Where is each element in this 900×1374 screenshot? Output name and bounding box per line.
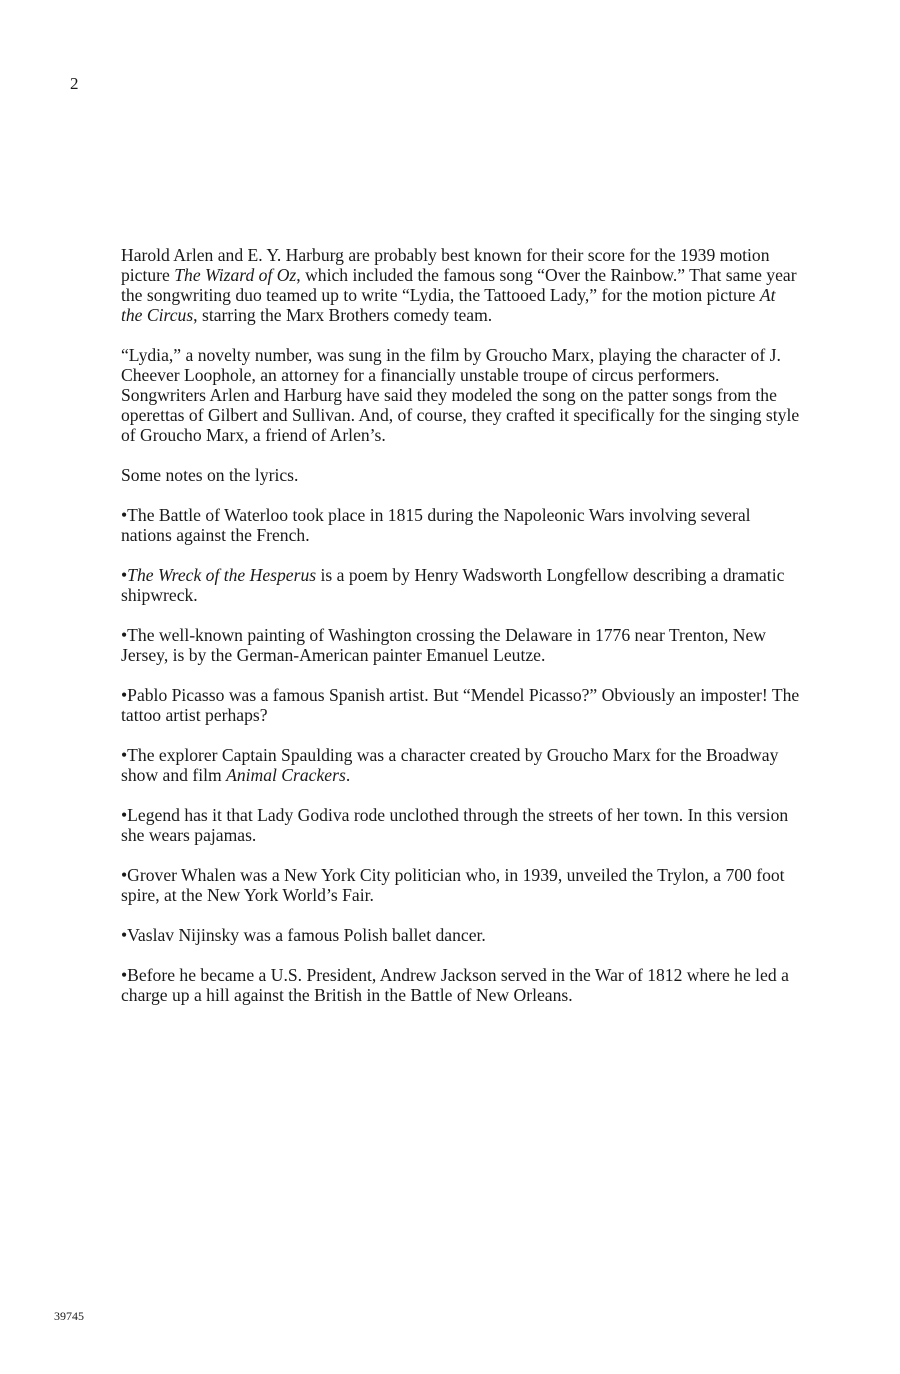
intro-text-1a: Harold Arlen and E. Y. Harburg are probably best known for their score for the 1939 motion picture xyxy=(121,245,770,285)
note-washington: •The well-known painting of Washington crossing the Delaware in 1776 near Trenton, New Jersey, is by the German-American painter Emanuel Leutze. xyxy=(121,625,766,665)
intro-paragraph-3: Some notes on the lyrics. xyxy=(121,465,299,485)
film-title-wizard-of-oz: The Wizard of Oz xyxy=(174,265,297,285)
film-title-at-the-circus: At the Circus xyxy=(121,285,776,325)
film-title-animal-crackers: Animal Crackers xyxy=(226,765,346,785)
intro-text-1b: , which included the famous song “Over the Rainbow.” That same year the songwriting duo teamed up to write “Lydia, the Tattooed Lady,” for the motion picture xyxy=(121,265,797,305)
note-hesperus xyxy=(121,565,801,605)
note-spaulding xyxy=(121,745,801,785)
poem-title-hesperus: The Wreck of the Hesperus xyxy=(127,565,317,585)
note-jackson: •Before he became a U.S. President, Andrew Jackson served in the War of 1812 where he led a charge up a hill against the British in the Battle of New Orleans. xyxy=(121,965,789,1005)
note-whalen: •Grover Whalen was a New York City politician who, in 1939, unveiled the Trylon, a 700 foot spire, at the New York World’s Fair. xyxy=(121,865,785,905)
page-number: 2 xyxy=(70,74,79,93)
note-spaulding-end: . xyxy=(345,765,351,785)
note-spaulding-text: •The explorer Captain Spaulding was a character created by Groucho Marx for the Broadway show and film xyxy=(121,745,779,785)
intro-paragraph-2: “Lydia,” a novelty number, was sung in the film by Groucho Marx, playing the character of J. Cheever Loophole, an attorney for a financially unstable troupe of circus performers. Songwriters Arlen and Harburg have said they modeled the song on the patter songs from the operettas of Gilbert and Sullivan. And, of course, they crafted it specifically for the singing style of Groucho Marx, a friend of Arlen’s. xyxy=(121,345,800,445)
intro-paragraph-1 xyxy=(121,245,801,325)
footer-catalog-number: 39745 xyxy=(54,1309,84,1323)
note-godiva: •Legend has it that Lady Godiva rode unclothed through the streets of her town. In this version she wears pajamas. xyxy=(121,805,789,845)
note-hesperus-text: is a poem by Henry Wadsworth Longfellow describing a dramatic shipwreck. xyxy=(121,565,785,605)
bullet: • xyxy=(121,565,128,585)
note-waterloo: •The Battle of Waterloo took place in 1815 during the Napoleonic Wars involving several nations against the French. xyxy=(121,505,751,545)
intro-text-1c: , starring the Marx Brothers comedy team. xyxy=(193,305,493,325)
body-text xyxy=(121,245,801,1025)
note-picasso: •Pablo Picasso was a famous Spanish artist. But “Mendel Picasso?” Obviously an imposter! The tattoo artist perhaps? xyxy=(121,685,800,725)
note-nijinsky: •Vaslav Nijinsky was a famous Polish ballet dancer. xyxy=(121,925,486,945)
